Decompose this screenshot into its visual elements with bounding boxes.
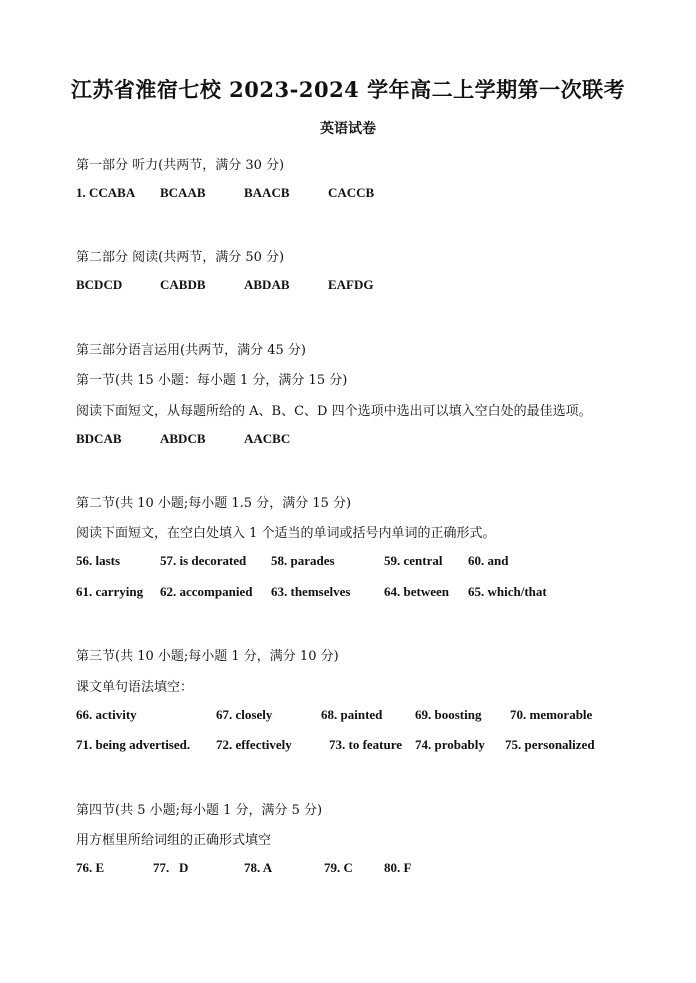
section3-answer: 70. memorable	[510, 707, 593, 722]
page-subtitle: 英语试卷	[320, 121, 376, 137]
part2-answer-1: BCDCD	[76, 277, 123, 292]
section3-answer: 68. painted	[321, 707, 383, 722]
part2-heading: 第二部分 阅读(共两节，满分 50 分)	[76, 250, 285, 265]
section2-answer: 64. between	[384, 584, 449, 599]
section2-answer: 56. lasts	[76, 553, 121, 568]
section2-answer: 62. accompanied	[160, 584, 253, 599]
section1-heading: 第一节(共 15 小题：每小题 1 分，满分 15 分)	[76, 373, 348, 388]
section2-answer: 61. carrying	[76, 584, 144, 599]
section3-answer: 74. probably	[415, 737, 485, 752]
section4-answer: 76. E	[76, 860, 105, 875]
part2-answer-4: EAFDG	[328, 277, 374, 292]
section1-answer-2: ABDCB	[160, 431, 206, 446]
section3-answer: 69. boosting	[415, 707, 482, 722]
part1-heading: 第一部分 听力(共两节，满分 30 分)	[76, 158, 285, 173]
section2-heading: 第二节(共 10 小题;每小题 1.5 分，满分 15 分)	[76, 496, 352, 511]
section4-answer: 78. A	[244, 860, 273, 875]
section3-answer: 71. being advertised.	[76, 737, 191, 752]
section2-answer: 58. parades	[271, 553, 335, 568]
section2-answer: 63. themselves	[271, 584, 351, 599]
part1-answer-4: CACCB	[328, 185, 375, 200]
section3-answer: 67. closely	[216, 707, 273, 722]
page-title: 江苏省淮宿七校 2023-2024 学年高二上学期第一次联考	[70, 77, 626, 102]
section1-answer-3: AACBC	[244, 431, 291, 446]
part1-answer-2: BCAAB	[160, 185, 206, 200]
section4-instruction: 用方框里所给词组的正确形式填空	[76, 833, 272, 848]
part1-answer-1: 1. CCABA	[76, 185, 136, 200]
section1-answer-1: BDCAB	[76, 431, 122, 446]
section2-answer: 60. and	[468, 553, 509, 568]
section3-heading: 第三节(共 10 小题;每小题 1 分，满分 10 分)	[76, 649, 339, 664]
part2-answer-3: ABDAB	[244, 277, 290, 292]
section4-answer: 77. D	[153, 860, 189, 875]
part3-heading: 第三部分语言运用(共两节，满分 45 分)	[76, 343, 306, 358]
section3-answer: 75. personalized	[505, 737, 595, 752]
section2-answer: 57. is decorated	[160, 553, 247, 568]
section1-instruction: 阅读下面短文，从每题所给的 A、B、C、D 四个选项中选出可以填入空白处的最佳选项。	[76, 404, 592, 419]
section4-answer: 80. F	[384, 860, 412, 875]
part2-answer-2: CABDB	[160, 277, 206, 292]
section2-instruction: 阅读下面短文，在空白处填入 1 个适当的单词或括号内单词的正确形式。	[76, 526, 496, 541]
section4-answer: 79. C	[324, 860, 353, 875]
section4-heading: 第四节(共 5 小题;每小题 1 分，满分 5 分)	[76, 803, 323, 818]
part1-answer-3: BAACB	[244, 185, 290, 200]
section2-answer: 65. which/that	[468, 584, 547, 599]
section3-answer: 73. to feature	[329, 737, 403, 752]
section3-answer: 66. activity	[76, 707, 137, 722]
section3-instruction: 课文单句语法填空：	[76, 680, 194, 695]
section2-answer: 59. central	[384, 553, 443, 568]
section3-answer: 72. effectively	[216, 737, 292, 752]
